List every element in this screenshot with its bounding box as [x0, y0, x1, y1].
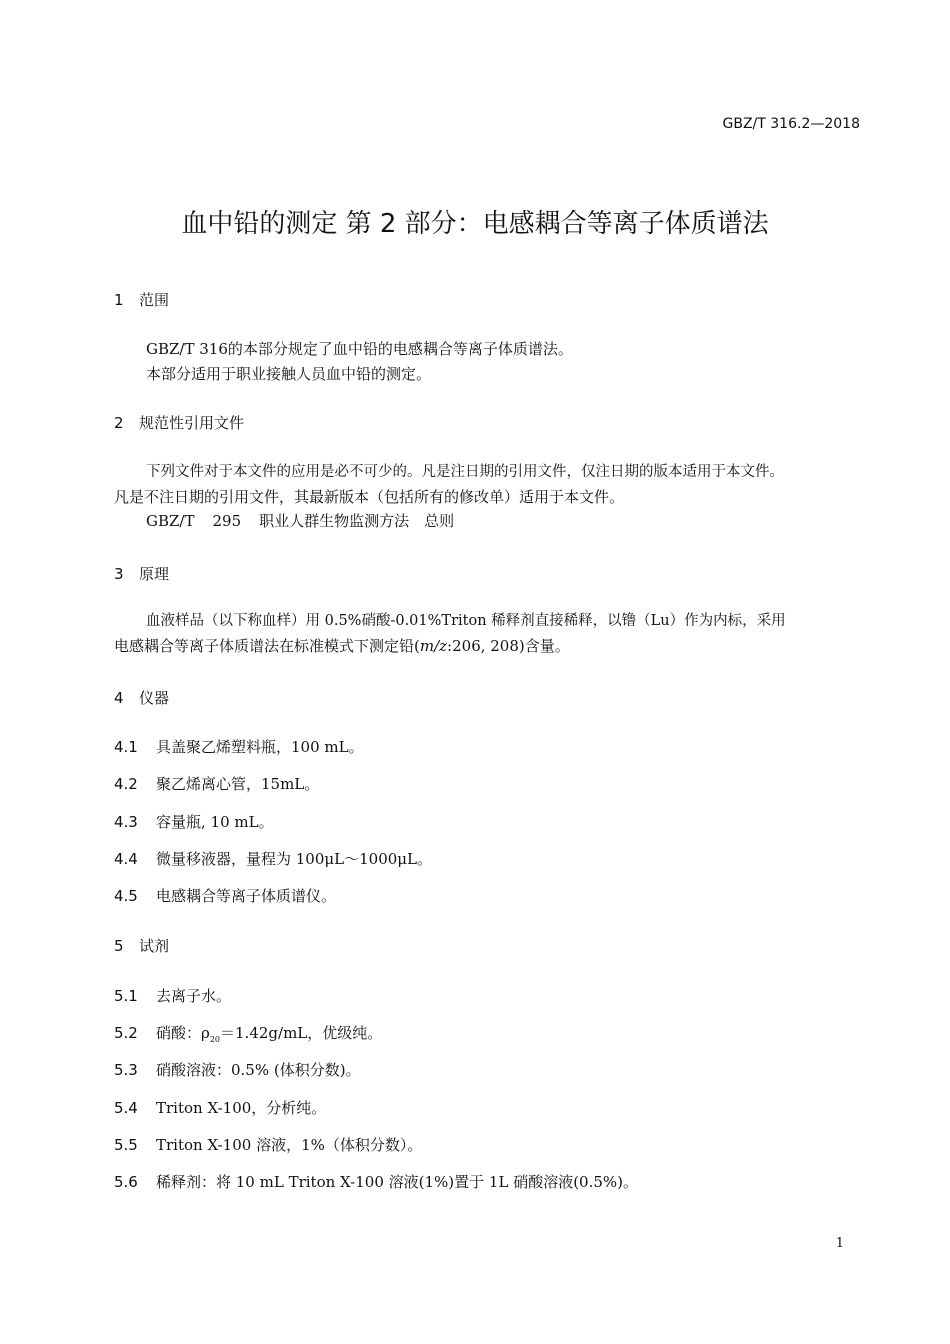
item-text: 容量瓶, 10 mL。 — [156, 813, 274, 831]
item-text: 去离子水。 — [156, 987, 232, 1005]
section-heading-4 — [114, 687, 169, 708]
normative-reference-entry — [146, 509, 454, 534]
density-subscript: 20 — [209, 1035, 221, 1044]
section-heading-3 — [114, 563, 169, 584]
scope-paragraph-1: GBZ/T 316的本部分规定了血中铅的电感耦合等离子体质谱法。 — [146, 340, 573, 358]
reagent-item — [114, 1097, 326, 1118]
item-number: 5.1 — [114, 987, 138, 1005]
item-text: 电感耦合等离子体质谱仪。 — [156, 887, 337, 905]
item-text: 稀释剂：将 10 mL Triton X-100 溶液(1%)置于 1L 硝酸溶液(0.5%)。 — [156, 1173, 639, 1191]
item-number: 5.3 — [114, 1061, 138, 1079]
item-text: 聚乙烯离心管，15mL。 — [156, 775, 320, 793]
section-number: 4 — [114, 689, 124, 707]
reagent-item — [114, 1059, 361, 1080]
item-number: 5.2 — [114, 1024, 138, 1042]
section-number: 1 — [114, 291, 124, 309]
references-paragraph-line-1: 下列文件对于本文件的应用是必不可少的。凡是注日期的引用文件，仅注日期的版本适用于本文件。 — [146, 464, 784, 480]
reagent-item — [114, 1022, 382, 1044]
references-paragraph-line-2: 凡是不注日期的引用文件，其最新版本（包括所有的修改单）适用于本文件。 — [114, 488, 625, 506]
section-number: 5 — [114, 937, 124, 955]
scope-paragraph-2: 本部分适用于职业接触人员血中铅的测定。 — [146, 365, 432, 383]
reagent-item — [114, 985, 231, 1006]
section-title: 原理 — [139, 565, 170, 583]
standard-code: GBZ/T 316.2—2018 — [722, 116, 860, 132]
section-heading-1 — [114, 289, 169, 310]
item-number: 4.5 — [114, 887, 138, 905]
item-number: 4.1 — [114, 738, 138, 756]
item-number: 5.6 — [114, 1173, 138, 1191]
item-text: Triton X-100，分析纯。 — [156, 1099, 327, 1117]
page-number: 1 — [835, 1236, 844, 1251]
instrument-item — [114, 848, 432, 869]
reagent-item — [114, 1171, 638, 1192]
item-text-b: ＝1.42g/mL，优级纯。 — [220, 1024, 383, 1042]
reagent-item — [114, 1134, 422, 1155]
principle-line-2 — [114, 634, 570, 659]
section-title: 范围 — [139, 291, 170, 309]
item-number: 5.4 — [114, 1099, 138, 1117]
section-title: 规范性引用文件 — [139, 414, 245, 432]
principle-text-a: 电感耦合等离子体质谱法在标准模式下测定铅( — [114, 637, 420, 655]
section-heading-2 — [114, 412, 244, 433]
reference-title: 职业人群生物监测方法 总则 — [259, 512, 455, 530]
item-number: 4.4 — [114, 850, 138, 868]
principle-line-1: 血液样品（以下称血样）用 0.5%硝酸-0.01%Triton 稀释剂直接稀释，以镥（Lu）作为内标，采用 — [146, 613, 786, 629]
instrument-item — [114, 736, 364, 757]
item-text-a: 硝酸：ρ — [156, 1024, 210, 1042]
reference-code: GBZ/T — [146, 512, 195, 530]
item-text: 硝酸溶液：0.5% (体积分数)。 — [156, 1061, 361, 1079]
document-title: 血中铅的测定 第 2 部分：电感耦合等离子体质谱法 — [181, 209, 769, 239]
instrument-item — [114, 811, 274, 832]
item-text: 具盖聚乙烯塑料瓶，100 mL。 — [156, 738, 364, 756]
section-heading-5 — [114, 935, 169, 956]
item-text: 微量移液器，量程为 100μL～1000μL。 — [156, 850, 432, 868]
instrument-item — [114, 773, 319, 794]
reference-number: 295 — [212, 512, 242, 530]
mass-charge-ratio: m/z — [419, 637, 448, 655]
item-text: Triton X-100 溶液，1%（体积分数）。 — [156, 1136, 423, 1154]
section-title: 仪器 — [139, 689, 170, 707]
item-number: 4.2 — [114, 775, 138, 793]
item-number: 5.5 — [114, 1136, 138, 1154]
principle-text-b: :206, 208)含量。 — [447, 637, 570, 655]
section-number: 2 — [114, 414, 124, 432]
section-number: 3 — [114, 565, 124, 583]
instrument-item — [114, 885, 336, 906]
item-number: 4.3 — [114, 813, 138, 831]
section-title: 试剂 — [139, 937, 170, 955]
